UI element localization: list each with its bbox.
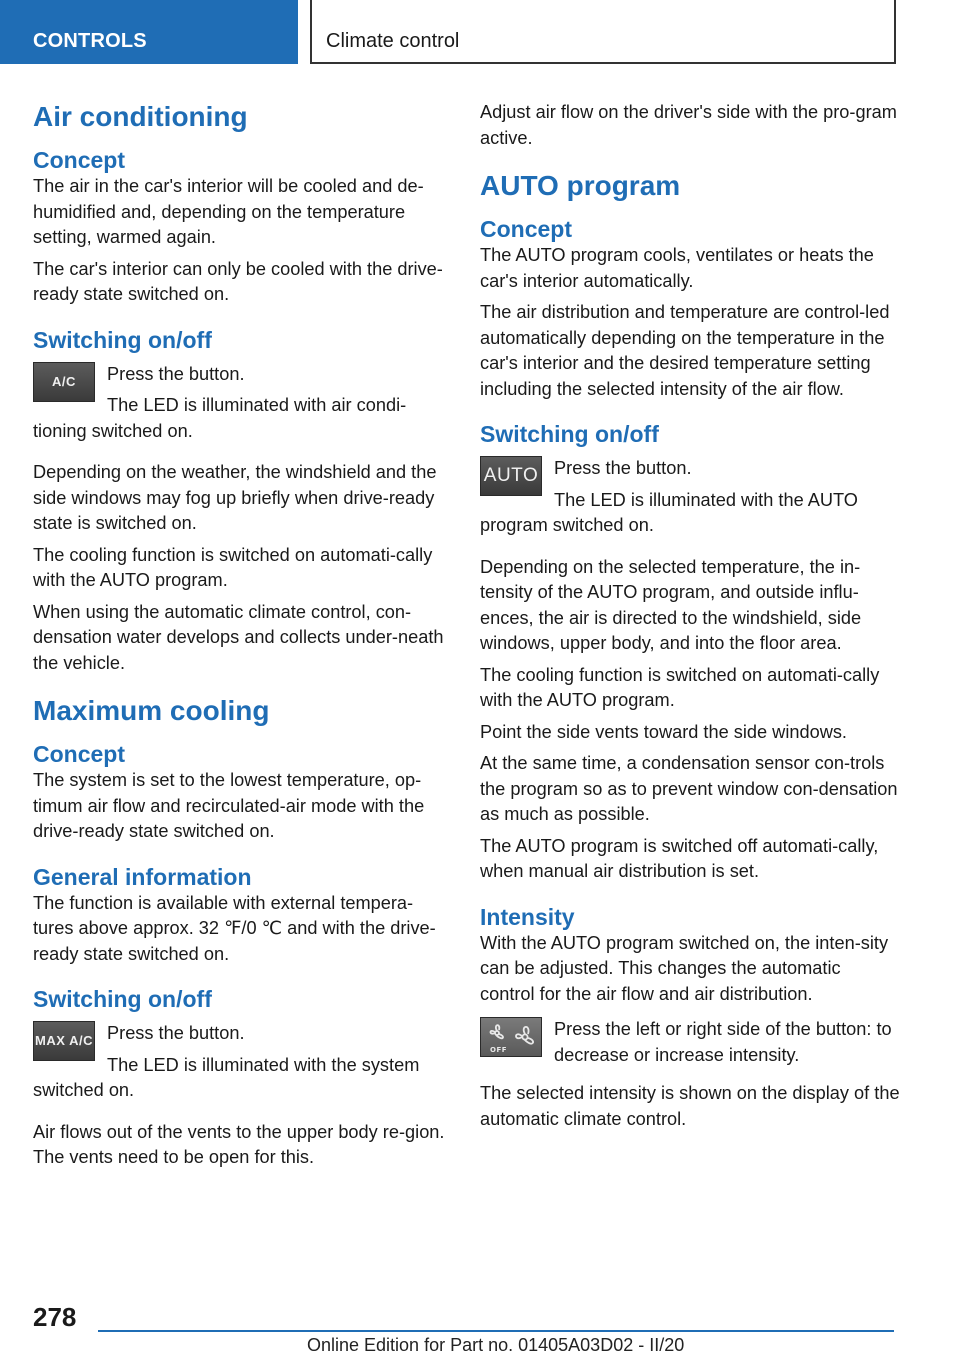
paragraph: The system is set to the lowest temperature, op-timum air flow and recirculated-air mode with the drive-ready state switched on. <box>33 770 425 841</box>
paragraph: The AUTO program is switched off automati-cally, when manual air distribution is set. <box>480 835 879 881</box>
ac-button-row <box>33 362 451 419</box>
section-header <box>0 0 298 64</box>
chapter-title: Climate control <box>326 30 460 52</box>
heading-auto-program: AUTO program <box>480 170 681 201</box>
paragraph: With the AUTO program switched on, the inten-sity can be adjusted. This changes the automatic control for the air flow and air distribution. <box>480 932 889 1004</box>
auto-button-row <box>480 456 900 513</box>
paragraph: Depending on the selected temperature, the in-tensity of the AUTO program, and outside influ-ences, the air is directed to the windshield, side windows, upper body, and into the floor area. <box>480 556 862 653</box>
paragraph: Air flows out of the vents to the upper body re-gion. The vents need to be open for this. <box>33 1121 445 1167</box>
paragraph: At the same time, a condensation sensor con-trols the program so as to prevent window con-densation as much as possible. <box>480 753 898 824</box>
heading-concept: Concept <box>33 741 125 767</box>
paragraph: The cooling function is switched on automati-cally with the AUTO program. <box>33 544 433 590</box>
heading-concept: Concept <box>480 216 572 242</box>
heading-switching: Switching on/off <box>33 986 212 1012</box>
heading-general-information: General information <box>33 863 252 890</box>
paragraph: The function is available with external tempera-tures above approx. 32 ℉/0 ℃ and with the drive-ready state switched on. <box>33 892 436 964</box>
right-column <box>480 100 900 1132</box>
edition-note: Online Edition for Part no. 01405A03D02 - II/20 <box>307 1335 685 1355</box>
heading-switching: Switching on/off <box>33 326 212 353</box>
paragraph: The air in the car's interior will be cooled and de-humidified and, depending on the temperature setting, warmed again. <box>33 176 424 247</box>
chapter-header <box>310 0 896 64</box>
heading-air-conditioning: Air conditioning <box>33 101 248 132</box>
section-label: CONTROLS <box>33 30 147 52</box>
max-ac-button-row <box>33 1021 451 1078</box>
paragraph: program switched on. <box>480 515 654 535</box>
instruction: Press the button. <box>107 363 245 384</box>
heading-maximum-cooling: Maximum cooling <box>33 695 270 726</box>
paragraph: Point the side vents toward the side windows. <box>480 721 847 742</box>
heading-switching: Switching on/off <box>480 421 659 447</box>
heading-concept: Concept <box>33 147 125 173</box>
left-column <box>33 100 451 1171</box>
heading-intensity: Intensity <box>480 903 575 930</box>
fan-intensity-icon <box>480 1017 542 1057</box>
instruction: Press the button. <box>107 1023 245 1043</box>
svg-text:OFF: OFF <box>490 1046 508 1054</box>
paragraph: When using the automatic climate control, con-densation water develops and collects under-neath the vehicle. <box>33 601 444 673</box>
paragraph: The air distribution and temperature are control-led automatically depending on the temperature in the car's interior and the desired temperature setting including the selected intensity of the air flow. <box>480 302 890 399</box>
paragraph: Depending on the weather, the windshield and the side windows may fog up briefly when drive-ready state is switched on. <box>33 462 437 533</box>
paragraph: Adjust air flow on the driver's side with the pro-gram active. <box>480 102 897 148</box>
instruction: Press the left or right side of the button: to decrease or increase intensity. <box>554 1019 892 1065</box>
fan-icon <box>481 1018 541 1056</box>
instruction: The LED is illuminated with the system <box>107 1054 420 1075</box>
ac-button-icon: A/C <box>33 362 95 402</box>
instruction: The LED is illuminated with the AUTO <box>554 489 858 510</box>
auto-button-icon: AUTO <box>480 456 542 496</box>
instruction: The LED is illuminated with air condi- <box>107 395 407 415</box>
max-ac-button-icon: MAX A/C <box>33 1021 95 1061</box>
paragraph: The AUTO program cools, ventilates or heats the car's interior automatically. <box>480 245 874 291</box>
paragraph: switched on. <box>33 1080 135 1100</box>
paragraph: The car's interior can only be cooled with the drive-ready state switched on. <box>33 258 443 304</box>
footer-divider <box>98 1330 894 1332</box>
page-number: 278 <box>33 1302 77 1332</box>
instruction: Press the button. <box>554 458 692 478</box>
paragraph: The selected intensity is shown on the display of the automatic climate control. <box>480 1083 900 1129</box>
paragraph: tioning switched on. <box>33 420 193 441</box>
paragraph: The cooling function is switched on automati-cally with the AUTO program. <box>480 664 880 710</box>
intensity-button-row <box>480 1017 900 1073</box>
